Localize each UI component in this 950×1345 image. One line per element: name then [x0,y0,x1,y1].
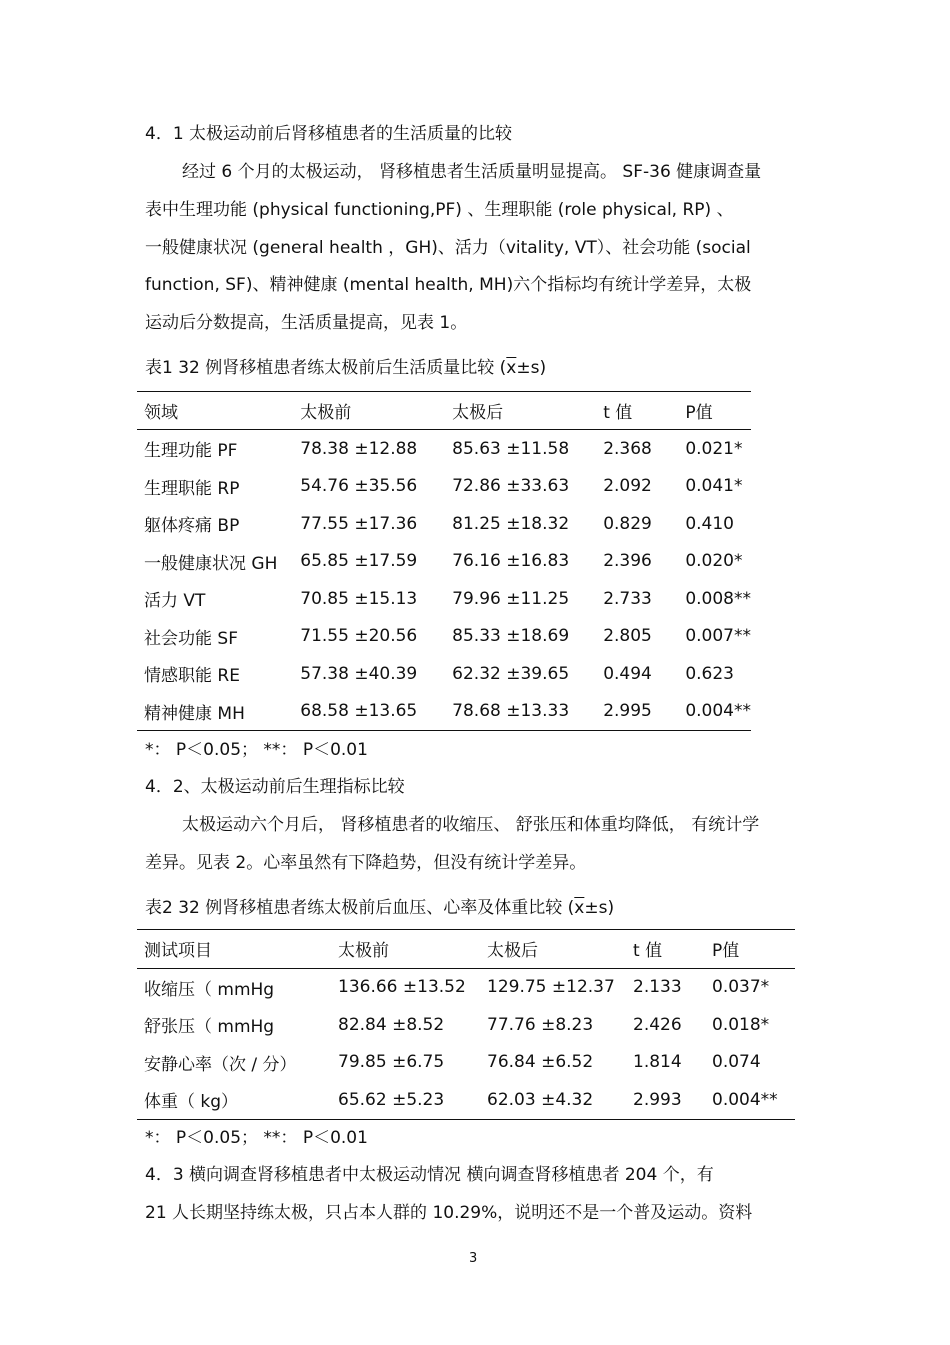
table-cell: 0.004** [685,701,751,722]
table-cell: 81.25 ±18.32 [452,513,570,534]
table-cell: 65.85 ±17.59 [300,551,418,572]
table2-caption [145,896,614,920]
table-cell: 0.004** [712,1089,778,1110]
table-cell: 77.76 ±8.23 [487,1014,594,1035]
table-cell: 舒张压（ mmHg [144,1017,275,1038]
table-cell: 68.58 ±13.65 [300,701,418,722]
table-cell: 1.814 [633,1052,682,1073]
table-cell: 85.33 ±18.69 [452,626,570,647]
table-cell: 2.733 [603,588,652,609]
table-row [137,1081,795,1119]
column-header: P值 [685,403,713,423]
table-cell: 体重（ kg） [144,1092,239,1113]
table-cell: 2.993 [633,1089,682,1110]
section-4-3-line: 4．3 横向调查肾移植患者中太极运动情况 横向调查肾移植患者 204 个，有 [145,1165,714,1185]
table-cell: 79.96 ±11.25 [452,588,570,609]
table-row [137,693,751,731]
column-header: 太极前 [300,403,352,423]
section-4-2-heading: 4．2、太极运动前后生理指标比较 [145,777,405,797]
table-row [137,505,751,543]
table-cell: 0.074 [712,1052,761,1073]
table-cell: 一般健康状况 GH [144,553,278,574]
table-cell: 78.38 ±12.88 [300,438,418,459]
table1-caption-mean-symbol: $\overline{x}$ [506,358,517,378]
table-cell: 0.494 [603,663,652,684]
table-cell: 78.68 ±13.33 [452,701,570,722]
table-cell: 2.396 [603,551,652,572]
table-cell: 0.041* [685,476,743,497]
table-header-row [137,392,751,430]
table-cell: 65.62 ±5.23 [338,1089,445,1110]
table2-caption-prefix: 表2 32 例肾移植患者练太极前后血压、心率及体重比较 ( [145,898,575,918]
table-cell: 0.020* [685,551,743,572]
table-cell: 0.037* [712,977,770,998]
paragraph-line: 表中生理功能 (physical functioning,PF) 、生理职能 (role physical, RP) 、 [145,200,734,220]
table-cell: 2.426 [633,1014,682,1035]
table-row [137,468,751,506]
page-number: 3 [469,1251,478,1266]
table-cell: 136.66 ±13.52 [338,977,466,998]
column-header: P值 [712,941,740,962]
table-cell: 2.133 [633,977,682,998]
quality-of-life-table [137,391,751,731]
table-cell: 71.55 ±20.56 [300,626,418,647]
table-cell: 129.75 ±12.37 [487,977,615,998]
column-header: t 值 [633,941,663,962]
table-cell: 62.32 ±39.65 [452,663,570,684]
column-header: 太极前 [338,941,389,962]
table2-caption-suffix: ±s) [584,898,615,918]
table-cell: 社会功能 SF [144,628,238,649]
table-cell: 0.008** [685,588,751,609]
table2-caption-mean-symbol: $\overline{x}$ [574,898,585,918]
table-cell: 生理功能 PF [144,441,238,462]
paragraph-line: 运动后分数提高，生活质量提高，见表 1。 [145,313,468,333]
table-cell: 安静心率（次 / 分） [144,1054,297,1075]
table-header-row [137,930,795,969]
table1-caption-prefix: 表1 32 例肾移植患者练太极前后生活质量比较 ( [145,358,507,378]
paragraph-line: 差异。见表 2。心率虽然有下降趋势，但没有统计学差异。 [145,853,587,873]
table-cell: 情感职能 RE [144,666,240,687]
table-cell: 70.85 ±15.13 [300,588,418,609]
table-cell: 72.86 ±33.63 [452,476,570,497]
table2-note: *： P＜0.05； **： P＜0.01 [145,1128,368,1148]
table-cell: 0.021* [685,438,743,459]
table-cell: 2.092 [603,476,652,497]
table-cell: 2.995 [603,701,652,722]
paragraph-line: function, SF)、精神健康 (mental health, MH)六个指标均有统计学差异，太极 [145,275,752,295]
physiological-indicators-table [137,929,795,1120]
table-cell: 62.03 ±4.32 [487,1089,594,1110]
table1-caption-suffix: ±s) [516,358,547,378]
table-cell: 79.85 ±6.75 [338,1052,445,1073]
table-cell: 0.410 [685,513,734,534]
table-row [137,543,751,581]
column-header: t 值 [603,403,633,423]
table-cell: 77.55 ±17.36 [300,513,418,534]
section-4-1-heading: 4．1 太极运动前后肾移植患者的生活质量的比较 [145,124,513,144]
table-row [137,580,751,618]
table1-note: *： P＜0.05； **： P＜0.01 [145,740,368,760]
section-4-3-line: 21 人长期坚持练太极，只占本人群的 10.29%，说明还不是一个普及运动。资料 [145,1203,753,1223]
table-cell: 0.623 [685,663,734,684]
paragraph-line: 太极运动六个月后， 肾移植患者的收缩压、 舒张压和体重均降低， 有统计学 [182,815,760,835]
table-cell: 活力 VT [144,591,206,612]
table-cell: 0.007** [685,626,751,647]
table-cell: 0.829 [603,513,652,534]
table-row [137,1044,795,1082]
column-header: 领域 [144,403,178,423]
table-row [137,618,751,656]
table1-caption [145,356,546,380]
table-row [137,430,751,468]
table-cell: 57.38 ±40.39 [300,663,418,684]
paragraph-line: 一般健康状况 (general health ，GH)、活力（vitality, VT）、社会功能 (social [145,238,751,258]
table-cell: 76.84 ±6.52 [487,1052,594,1073]
table-cell: 0.018* [712,1014,770,1035]
column-header: 太极后 [487,941,538,962]
table-cell: 生理职能 RP [144,478,240,499]
table-row [137,1006,795,1044]
table-row [137,968,795,1006]
table-cell: 收缩压（ mmHg [144,979,275,1000]
table-cell: 85.63 ±11.58 [452,438,570,459]
paragraph-line: 经过 6 个月的太极运动， 肾移植患者生活质量明显提高。 SF-36 健康调查量 [182,162,762,182]
column-header: 太极后 [452,403,504,423]
table-row [137,655,751,693]
table-cell: 82.84 ±8.52 [338,1014,445,1035]
table-cell: 2.368 [603,438,652,459]
table-cell: 76.16 ±16.83 [452,551,570,572]
table-cell: 2.805 [603,626,652,647]
column-header: 测试项目 [144,941,212,962]
table-cell: 精神健康 MH [144,703,245,724]
table-cell: 躯体疼痛 BP [144,516,240,537]
table-cell: 54.76 ±35.56 [300,476,418,497]
